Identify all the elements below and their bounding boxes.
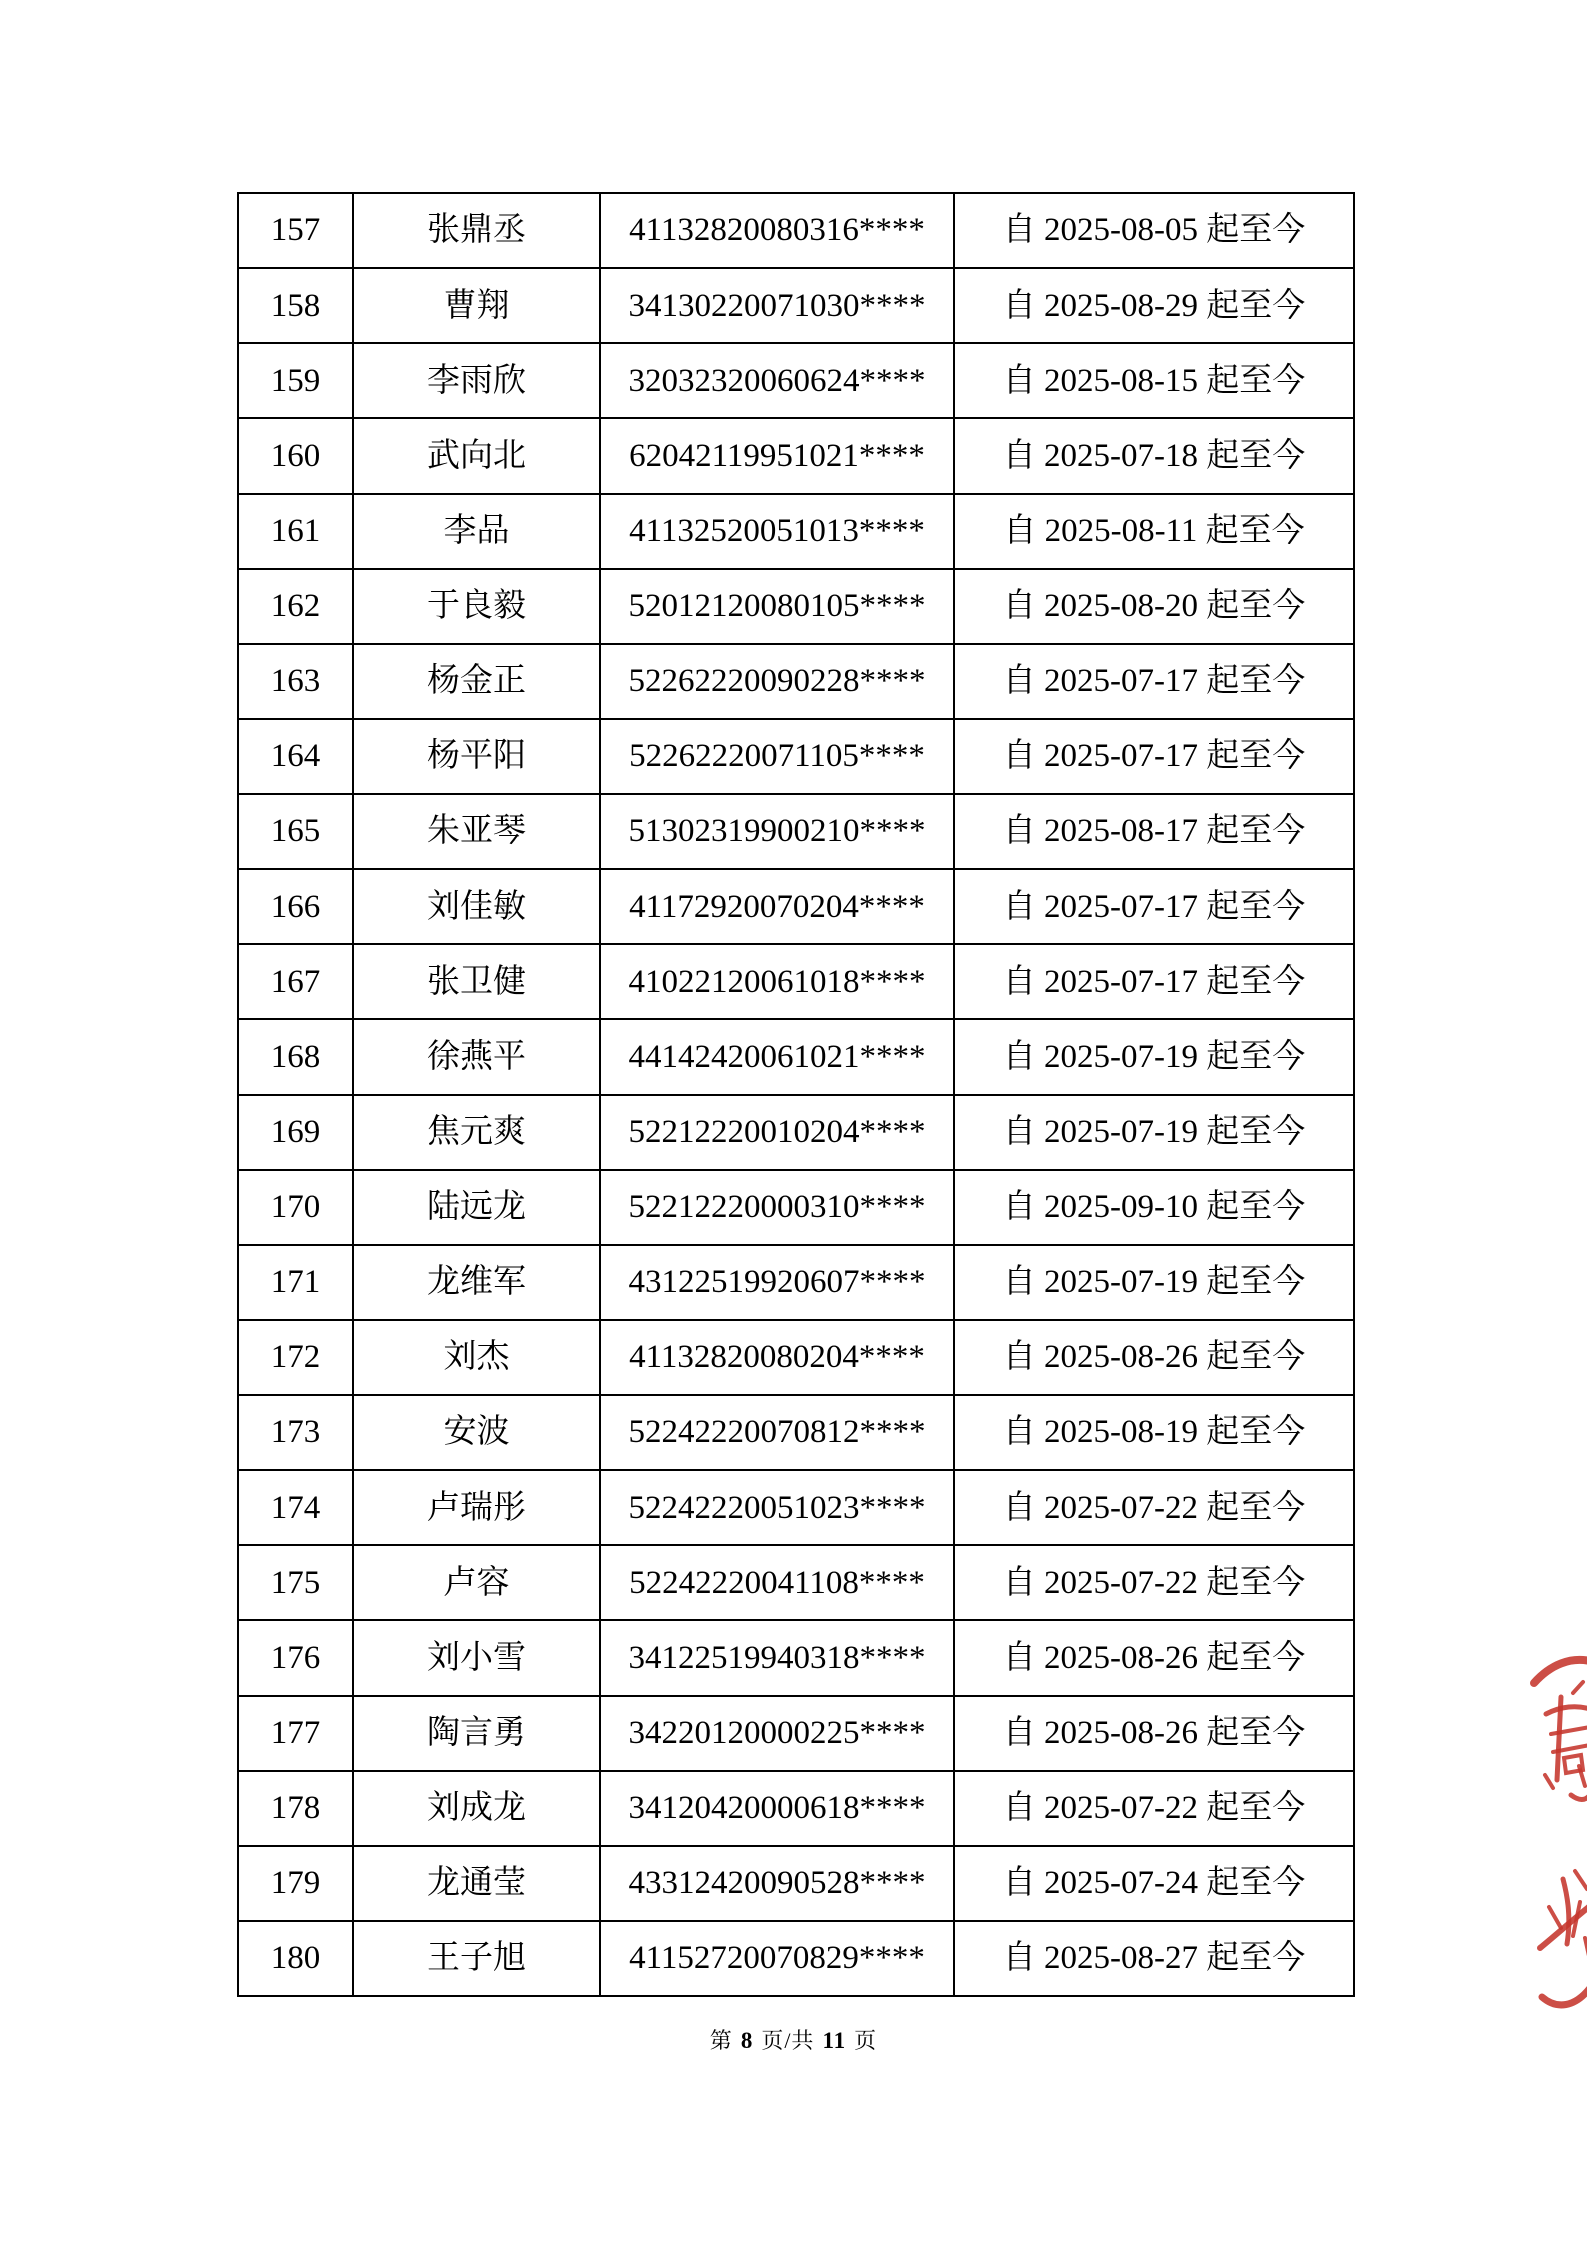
table-row [238,1545,1354,1620]
period-cell: 自 2025-07-19 起至今 [954,1019,1354,1094]
period-cell: 自 2025-08-26 起至今 [954,1320,1354,1395]
name-cell: 陆远龙 [353,1170,600,1245]
name-cell: 龙维军 [353,1245,600,1320]
id-number-cell: 34122519940318**** [600,1620,954,1695]
footer-total-pages: 11 [822,2028,847,2053]
name-cell: 武向北 [353,418,600,493]
period-cell: 自 2025-07-17 起至今 [954,944,1354,1019]
table-row [238,1245,1354,1320]
name-cell: 刘小雪 [353,1620,600,1695]
period-cell: 自 2025-07-18 起至今 [954,418,1354,493]
id-number-cell: 52262220071105**** [600,719,954,794]
roster-table [237,192,1355,1997]
name-cell: 杨平阳 [353,719,600,794]
row-index-cell: 157 [238,193,353,268]
row-index-cell: 167 [238,944,353,1019]
id-number-cell: 34130220071030**** [600,268,954,343]
id-number-cell: 41132820080204**** [600,1320,954,1395]
row-index-cell: 169 [238,1095,353,1170]
period-cell: 自 2025-08-29 起至今 [954,268,1354,343]
table-row [238,869,1354,944]
name-cell: 朱亚琴 [353,794,600,869]
id-number-cell: 52012120080105**** [600,569,954,644]
id-number-cell: 52242220070812**** [600,1395,954,1470]
period-cell: 自 2025-07-17 起至今 [954,869,1354,944]
name-cell: 刘成龙 [353,1771,600,1846]
row-index-cell: 158 [238,268,353,343]
row-index-cell: 172 [238,1320,353,1395]
table-row [238,268,1354,343]
table-row [238,1620,1354,1695]
table-row [238,193,1354,268]
id-number-cell: 43122519920607**** [600,1245,954,1320]
period-cell: 自 2025-08-26 起至今 [954,1620,1354,1695]
period-cell: 自 2025-07-22 起至今 [954,1545,1354,1620]
id-number-cell: 52242220051023**** [600,1470,954,1545]
footer-suffix: 页 [854,2028,878,2053]
row-index-cell: 174 [238,1470,353,1545]
row-index-cell: 180 [238,1921,353,1996]
name-cell: 曹翔 [353,268,600,343]
table-row [238,944,1354,1019]
id-number-cell: 52212220000310**** [600,1170,954,1245]
period-cell: 自 2025-07-19 起至今 [954,1245,1354,1320]
id-number-cell: 44142420061021**** [600,1019,954,1094]
period-cell: 自 2025-07-17 起至今 [954,644,1354,719]
period-cell: 自 2025-08-15 起至今 [954,343,1354,418]
id-number-cell: 34220120000225**** [600,1696,954,1771]
table-row [238,644,1354,719]
row-index-cell: 168 [238,1019,353,1094]
id-number-cell: 52212220010204**** [600,1095,954,1170]
name-cell: 龙通莹 [353,1846,600,1921]
table-row [238,1395,1354,1470]
period-cell: 自 2025-08-05 起至今 [954,193,1354,268]
row-index-cell: 161 [238,494,353,569]
period-cell: 自 2025-08-17 起至今 [954,794,1354,869]
table-row [238,1170,1354,1245]
page-footer [0,2024,1587,2055]
table-row [238,418,1354,493]
id-number-cell: 41022120061018**** [600,944,954,1019]
period-cell: 自 2025-07-22 起至今 [954,1771,1354,1846]
id-number-cell: 43312420090528**** [600,1846,954,1921]
name-cell: 杨金正 [353,644,600,719]
table-row [238,343,1354,418]
row-index-cell: 177 [238,1696,353,1771]
period-cell: 自 2025-08-19 起至今 [954,1395,1354,1470]
period-cell: 自 2025-07-17 起至今 [954,719,1354,794]
table-row [238,1019,1354,1094]
row-index-cell: 166 [238,869,353,944]
table-row [238,1921,1354,1996]
table-row [238,719,1354,794]
period-cell: 自 2025-07-19 起至今 [954,1095,1354,1170]
table-row [238,1470,1354,1545]
row-index-cell: 178 [238,1771,353,1846]
name-cell: 于良毅 [353,569,600,644]
id-number-cell: 34120420000618**** [600,1771,954,1846]
id-number-cell: 41152720070829**** [600,1921,954,1996]
id-number-cell: 32032320060624**** [600,343,954,418]
period-cell: 自 2025-08-27 起至今 [954,1921,1354,1996]
row-index-cell: 162 [238,569,353,644]
id-number-cell: 41132820080316**** [600,193,954,268]
table-row [238,1846,1354,1921]
period-cell: 自 2025-09-10 起至今 [954,1170,1354,1245]
name-cell: 王子旭 [353,1921,600,1996]
id-number-cell: 52242220041108**** [600,1545,954,1620]
table-row [238,1095,1354,1170]
id-number-cell: 52262220090228**** [600,644,954,719]
name-cell: 李雨欣 [353,343,600,418]
row-index-cell: 171 [238,1245,353,1320]
row-index-cell: 165 [238,794,353,869]
footer-prefix: 第 [709,2028,733,2053]
roster-table-body [238,193,1354,1996]
footer-page-number: 8 [740,2028,754,2053]
table-row [238,1696,1354,1771]
table-row [238,1771,1354,1846]
name-cell: 安波 [353,1395,600,1470]
period-cell: 自 2025-08-20 起至今 [954,569,1354,644]
table-row [238,794,1354,869]
row-index-cell: 160 [238,418,353,493]
table-row [238,494,1354,569]
row-index-cell: 164 [238,719,353,794]
name-cell: 刘杰 [353,1320,600,1395]
name-cell: 张鼎丞 [353,193,600,268]
row-index-cell: 170 [238,1170,353,1245]
period-cell: 自 2025-07-24 起至今 [954,1846,1354,1921]
name-cell: 焦元爽 [353,1095,600,1170]
row-index-cell: 175 [238,1545,353,1620]
table-row [238,569,1354,644]
id-number-cell: 51302319900210**** [600,794,954,869]
id-number-cell: 41172920070204**** [600,869,954,944]
period-cell: 自 2025-08-11 起至今 [954,494,1354,569]
name-cell: 张卫健 [353,944,600,1019]
name-cell: 陶言勇 [353,1696,600,1771]
red-seal-stamp-icon [1527,1645,1587,2020]
period-cell: 自 2025-08-26 起至今 [954,1696,1354,1771]
name-cell: 卢瑞彤 [353,1470,600,1545]
row-index-cell: 176 [238,1620,353,1695]
name-cell: 刘佳敏 [353,869,600,944]
row-index-cell: 159 [238,343,353,418]
name-cell: 徐燕平 [353,1019,600,1094]
row-index-cell: 179 [238,1846,353,1921]
period-cell: 自 2025-07-22 起至今 [954,1470,1354,1545]
name-cell: 李品 [353,494,600,569]
row-index-cell: 163 [238,644,353,719]
row-index-cell: 173 [238,1395,353,1470]
name-cell: 卢容 [353,1545,600,1620]
id-number-cell: 41132520051013**** [600,494,954,569]
table-row [238,1320,1354,1395]
id-number-cell: 62042119951021**** [600,418,954,493]
footer-separator: 页/共 [761,2028,815,2053]
